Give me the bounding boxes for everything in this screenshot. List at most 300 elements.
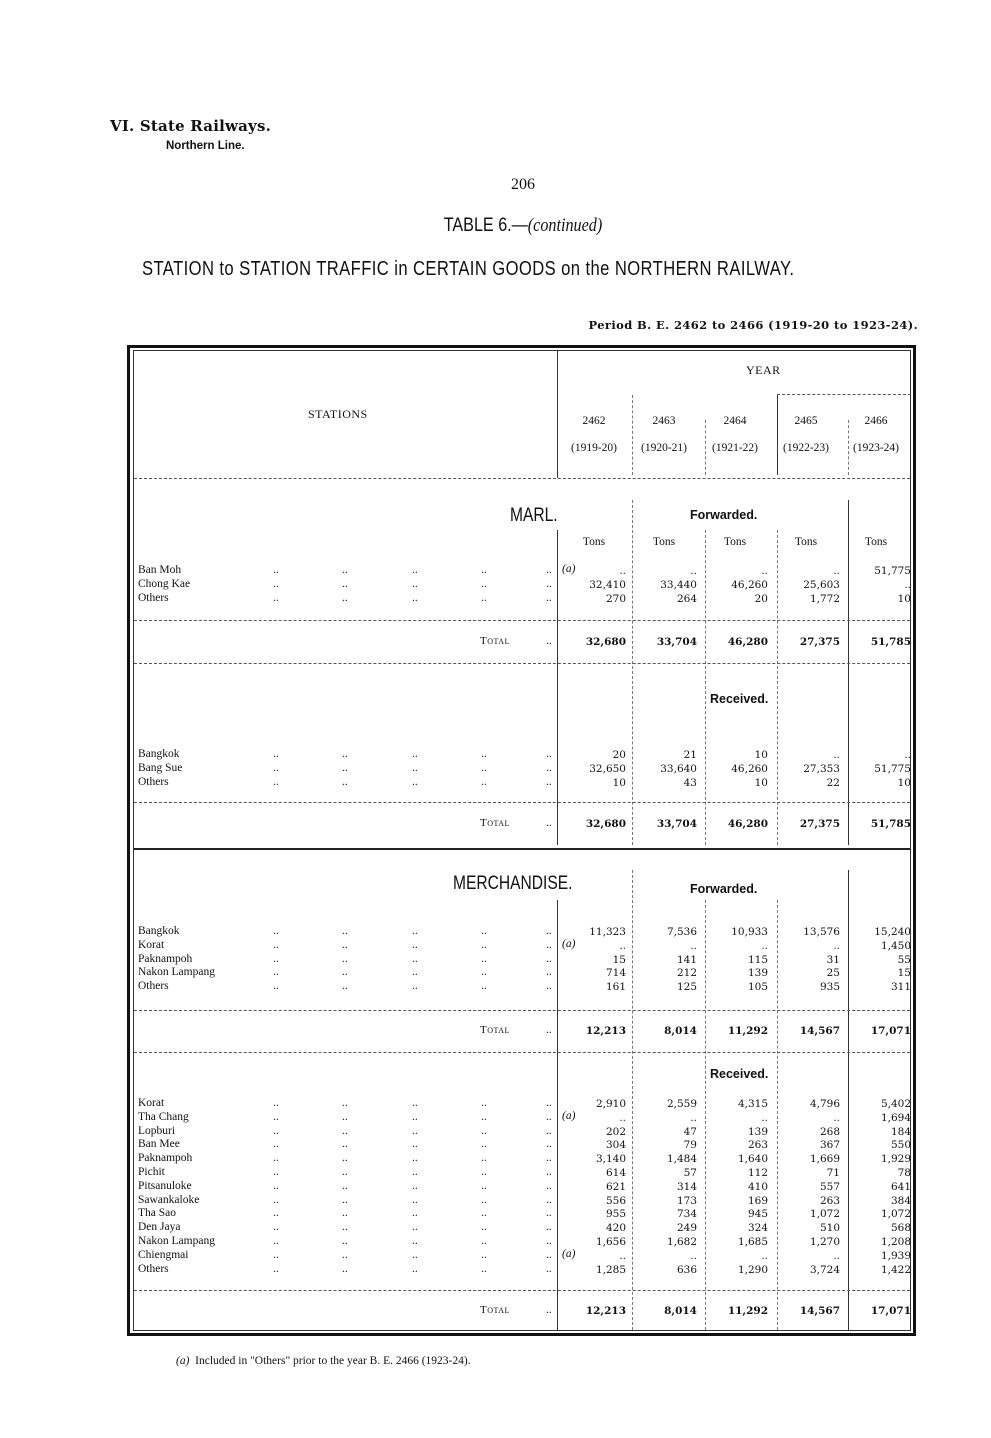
dot-leader: .. xyxy=(273,1138,279,1150)
total-value: 27,375 xyxy=(799,818,840,830)
dot-leader: .. xyxy=(481,953,487,965)
category-title: MARL. xyxy=(510,505,558,526)
dot-leader: .. xyxy=(546,1194,552,1206)
dot-leader: .. xyxy=(546,1207,552,1219)
dot-leader: .. xyxy=(273,1235,279,1247)
cell-value: 1,685 xyxy=(737,1236,768,1248)
year-be-label: 2462 xyxy=(582,415,606,427)
dot-leader: .. xyxy=(273,966,279,978)
cell-value: 7,536 xyxy=(666,926,697,938)
dot-leader: .. xyxy=(481,1152,487,1164)
cell-value: 55 xyxy=(897,954,911,966)
dot-leader: .. xyxy=(342,966,348,978)
total-value: 17,071 xyxy=(870,1305,911,1317)
total-value: 51,785 xyxy=(870,818,911,830)
cell-value: 410 xyxy=(747,1181,768,1193)
station-name: Chong Kae xyxy=(138,578,191,590)
year-divider xyxy=(777,395,778,475)
dot-leader: .. xyxy=(412,776,418,788)
cell-value: 384 xyxy=(890,1195,911,1207)
page-number: 206 xyxy=(511,176,535,193)
total-value: 11,292 xyxy=(727,1305,768,1317)
cell-value: 4,796 xyxy=(809,1098,840,1110)
year-ad-label: (1919-20) xyxy=(571,442,617,454)
station-name: Korat xyxy=(138,1097,165,1109)
dot-leader: .. xyxy=(342,1207,348,1219)
cell-value: 33,640 xyxy=(660,763,697,775)
dot-leader: .. xyxy=(342,1152,348,1164)
cell-value: 945 xyxy=(747,1208,768,1220)
header-rule xyxy=(134,478,910,479)
dot-leader: .. xyxy=(273,1166,279,1178)
cell-value: .. xyxy=(761,1112,768,1124)
section-rule xyxy=(134,663,910,664)
cell-value: 568 xyxy=(890,1222,911,1234)
cell-value: 27,353 xyxy=(803,763,840,775)
footnote xyxy=(176,1355,471,1367)
dot-leader: .. xyxy=(273,564,279,576)
section-rule xyxy=(134,1052,910,1053)
cell-value: .. xyxy=(761,1250,768,1262)
cell-value: 78 xyxy=(897,1167,911,1179)
dot-leader: .. xyxy=(412,1138,418,1150)
dot-leader: .. xyxy=(273,578,279,590)
dot-leader: .. xyxy=(412,980,418,992)
cell-value: 115 xyxy=(747,954,768,966)
cell-value: 184 xyxy=(890,1126,911,1138)
station-name: Chiengmai xyxy=(138,1249,189,1261)
dot-leader: .. xyxy=(546,762,552,774)
column-divider xyxy=(705,530,706,845)
dot-leader: .. xyxy=(342,578,348,590)
subsection-heading: Northern Line. xyxy=(166,140,245,152)
year-subheader-rule xyxy=(777,394,911,395)
dot-leader: .. xyxy=(412,762,418,774)
cell-value: 2,910 xyxy=(595,1098,626,1110)
dot-leader: .. xyxy=(546,564,552,576)
dot-leader: .. xyxy=(342,1180,348,1192)
cell-value: 10 xyxy=(754,749,768,761)
dot-leader: .. xyxy=(273,953,279,965)
dot-leader: .. xyxy=(342,1097,348,1109)
subtotal-rule xyxy=(134,802,910,803)
year-be-label: 2465 xyxy=(794,415,818,427)
cell-value: 1,939 xyxy=(880,1250,911,1262)
cell-value: 955 xyxy=(605,1208,626,1220)
year-be-label: 2466 xyxy=(864,415,888,427)
dot-leader: .. xyxy=(481,776,487,788)
footnote-text: Included in "Others" prior to the year B. E. 2466 (1923-24). xyxy=(195,1355,471,1367)
cell-value: 25 xyxy=(826,967,840,979)
cell-value: 125 xyxy=(676,981,697,993)
cell-value: 112 xyxy=(747,1167,768,1179)
station-name: Others xyxy=(138,592,169,604)
cell-value: 557 xyxy=(819,1181,840,1193)
dot-leader: .. xyxy=(342,1249,348,1261)
cell-value: 510 xyxy=(819,1222,840,1234)
subtotal-rule xyxy=(134,620,910,621)
dot-leader: .. xyxy=(546,1249,552,1261)
cell-value: 367 xyxy=(819,1139,840,1151)
cell-value: .. xyxy=(833,940,840,952)
dot-leader: .. xyxy=(546,1180,552,1192)
cell-value: .. xyxy=(690,565,697,577)
station-name: Others xyxy=(138,776,169,788)
dot-leader: .. xyxy=(546,939,552,951)
cell-value: 1,484 xyxy=(666,1153,697,1165)
dot-leader: .. xyxy=(412,1152,418,1164)
dot-leader: .. xyxy=(273,592,279,604)
station-name: Ban Moh xyxy=(138,564,182,576)
cell-value: 20 xyxy=(754,593,768,605)
cell-value: 1,656 xyxy=(595,1236,626,1248)
cell-value: 46,260 xyxy=(731,579,768,591)
dot-leader: .. xyxy=(412,578,418,590)
cell-value: .. xyxy=(833,1112,840,1124)
cell-value: 1,072 xyxy=(880,1208,911,1220)
total-label: Total xyxy=(480,817,510,829)
cell-value: 1,640 xyxy=(737,1153,768,1165)
dot-leader: .. xyxy=(342,953,348,965)
cell-value: 31 xyxy=(826,954,840,966)
unit-label: Tons xyxy=(723,536,747,548)
cell-value: 314 xyxy=(676,1181,697,1193)
total-label: Total xyxy=(480,1304,510,1316)
cell-value: .. xyxy=(619,1112,626,1124)
cell-value: 212 xyxy=(676,967,697,979)
year-divider xyxy=(848,420,849,475)
dot-leader: .. xyxy=(546,1166,552,1178)
cell-value: 621 xyxy=(605,1181,626,1193)
cell-value: 3,140 xyxy=(595,1153,626,1165)
cell-value: 47 xyxy=(683,1126,697,1138)
dot-leader: .. xyxy=(273,762,279,774)
note-marker: (a) xyxy=(562,1248,576,1260)
dot-leader: .. xyxy=(412,1111,418,1123)
dot-leader: .. xyxy=(546,1263,552,1275)
dot-leader: .. xyxy=(412,1249,418,1261)
cell-value: 268 xyxy=(819,1126,840,1138)
cell-value: 1,285 xyxy=(595,1264,626,1276)
dot-leader: .. xyxy=(546,817,552,829)
dot-leader: .. xyxy=(273,980,279,992)
dot-leader: .. xyxy=(481,578,487,590)
dot-leader: .. xyxy=(412,953,418,965)
cell-value: 139 xyxy=(747,1126,768,1138)
dot-leader: .. xyxy=(546,1235,552,1247)
year-header: YEAR xyxy=(746,363,781,377)
dot-leader: .. xyxy=(412,1194,418,1206)
dot-leader: .. xyxy=(481,748,487,760)
station-name: Tha Chang xyxy=(138,1111,189,1123)
dot-leader: .. xyxy=(273,1152,279,1164)
table-continued: (continued) xyxy=(527,215,603,236)
cell-value: 10 xyxy=(754,777,768,789)
total-value: 32,680 xyxy=(585,636,626,648)
total-label: Total xyxy=(480,1024,510,1036)
dot-leader: .. xyxy=(546,1138,552,1150)
dot-leader: .. xyxy=(481,1249,487,1261)
cell-value: .. xyxy=(761,565,768,577)
cell-value: 43 xyxy=(683,777,697,789)
cell-value: 202 xyxy=(605,1126,626,1138)
column-divider xyxy=(632,500,633,845)
station-name: Korat xyxy=(138,939,165,951)
dot-leader: .. xyxy=(342,592,348,604)
dot-leader: .. xyxy=(273,939,279,951)
station-name: Paknampoh xyxy=(138,953,193,965)
cell-value: .. xyxy=(690,940,697,952)
total-value: 14,567 xyxy=(799,1025,840,1037)
dot-leader: .. xyxy=(342,1221,348,1233)
cell-value: 614 xyxy=(605,1167,626,1179)
dot-leader: .. xyxy=(481,1138,487,1150)
cell-value: 1,270 xyxy=(809,1236,840,1248)
cell-value: .. xyxy=(619,1250,626,1262)
cell-value: 2,559 xyxy=(666,1098,697,1110)
total-value: 8,014 xyxy=(664,1305,697,1317)
unit-label: Tons xyxy=(652,536,676,548)
cell-value: 79 xyxy=(683,1139,697,1151)
dot-leader: .. xyxy=(342,980,348,992)
section-heading: VI. State Railways. xyxy=(110,117,272,135)
dot-leader: .. xyxy=(546,1024,552,1036)
station-name: Sawankaloke xyxy=(138,1194,200,1206)
cell-value: 324 xyxy=(747,1222,768,1234)
dot-leader: .. xyxy=(342,748,348,760)
cell-value: 25,603 xyxy=(803,579,840,591)
cell-value: 161 xyxy=(605,981,626,993)
cell-value: 4,315 xyxy=(737,1098,768,1110)
dot-leader: .. xyxy=(273,1221,279,1233)
cell-value: .. xyxy=(690,1250,697,1262)
dot-leader: .. xyxy=(481,1111,487,1123)
year-be-label: 2464 xyxy=(723,415,747,427)
cell-value: .. xyxy=(619,565,626,577)
forwarded-label: Forwarded. xyxy=(690,508,758,522)
cell-value: 15,240 xyxy=(874,926,911,938)
cell-value: 935 xyxy=(819,981,840,993)
dot-leader: .. xyxy=(546,776,552,788)
dot-leader: .. xyxy=(546,1221,552,1233)
cell-value: 1,772 xyxy=(809,593,840,605)
dot-leader: .. xyxy=(546,966,552,978)
cell-value: 550 xyxy=(890,1139,911,1151)
note-marker: (a) xyxy=(562,563,576,575)
cell-value: 264 xyxy=(676,593,697,605)
dot-leader: .. xyxy=(546,748,552,760)
dot-leader: .. xyxy=(273,748,279,760)
dot-leader: .. xyxy=(273,1194,279,1206)
cell-value: .. xyxy=(761,940,768,952)
dot-leader: .. xyxy=(412,966,418,978)
cell-value: 311 xyxy=(890,981,911,993)
cell-value: 1,694 xyxy=(880,1112,911,1124)
dot-leader: .. xyxy=(273,1263,279,1275)
dot-leader: .. xyxy=(342,1111,348,1123)
total-value: 11,292 xyxy=(727,1025,768,1037)
cell-value: .. xyxy=(833,1250,840,1262)
station-name: Pitsanuloke xyxy=(138,1180,192,1192)
station-name: Bang Sue xyxy=(138,762,183,774)
station-name: Nakon Lampang xyxy=(138,1235,215,1247)
cell-value: 641 xyxy=(890,1181,911,1193)
cell-value: 51,775 xyxy=(874,763,911,775)
cell-value: 10,933 xyxy=(731,926,768,938)
period-caption: Period B. E. 2462 to 2466 (1919-20 to 1923-24). xyxy=(588,318,918,332)
dot-leader: .. xyxy=(342,1166,348,1178)
cell-value: 3,724 xyxy=(809,1264,840,1276)
cell-value: .. xyxy=(619,940,626,952)
dot-leader: .. xyxy=(481,1125,487,1137)
dot-leader: .. xyxy=(412,1180,418,1192)
category-separator xyxy=(134,848,910,850)
column-divider xyxy=(848,500,849,845)
station-name: Tha Sao xyxy=(138,1207,177,1219)
station-name: Others xyxy=(138,980,169,992)
dot-leader: .. xyxy=(273,1180,279,1192)
dot-leader: .. xyxy=(412,1166,418,1178)
dot-leader: .. xyxy=(412,939,418,951)
year-ad-label: (1921-22) xyxy=(712,442,758,454)
cell-value: 57 xyxy=(683,1167,697,1179)
dot-leader: .. xyxy=(481,762,487,774)
year-divider xyxy=(705,420,706,475)
total-value: 12,213 xyxy=(585,1025,626,1037)
cell-value: 13,576 xyxy=(803,926,840,938)
total-value: 8,014 xyxy=(664,1025,697,1037)
cell-value: 1,208 xyxy=(880,1236,911,1248)
table-title: STATION to STATION TRAFFIC in CERTAIN GOODS on the NORTHERN RAILWAY. xyxy=(142,258,795,280)
column-divider xyxy=(557,530,558,845)
dot-leader: .. xyxy=(412,1235,418,1247)
note-marker: (a) xyxy=(562,1110,576,1122)
total-value: 27,375 xyxy=(799,636,840,648)
dot-leader: .. xyxy=(481,1263,487,1275)
dot-leader: .. xyxy=(342,939,348,951)
station-name: Ban Mee xyxy=(138,1138,180,1150)
total-value: 51,785 xyxy=(870,636,911,648)
cell-value: 249 xyxy=(676,1222,697,1234)
dot-leader: .. xyxy=(342,1235,348,1247)
dot-leader: .. xyxy=(481,1180,487,1192)
dot-leader: .. xyxy=(481,1235,487,1247)
dot-leader: .. xyxy=(546,592,552,604)
station-name: Bangkok xyxy=(138,748,180,760)
cell-value: 33,440 xyxy=(660,579,697,591)
received-label: Received. xyxy=(710,692,769,706)
cell-value: 5,402 xyxy=(880,1098,911,1110)
dot-leader: .. xyxy=(273,1125,279,1137)
station-name: Others xyxy=(138,1263,169,1275)
dot-leader: .. xyxy=(546,980,552,992)
dot-leader: .. xyxy=(412,1221,418,1233)
cell-value: 1,422 xyxy=(880,1264,911,1276)
dot-leader: .. xyxy=(412,925,418,937)
dot-leader: .. xyxy=(412,1207,418,1219)
cell-value: 71 xyxy=(826,1167,840,1179)
cell-value: .. xyxy=(690,1112,697,1124)
dot-leader: .. xyxy=(546,1304,552,1316)
note-marker: (a) xyxy=(562,938,576,950)
dot-leader: .. xyxy=(273,1097,279,1109)
cell-value: 173 xyxy=(676,1195,697,1207)
table-number: TABLE 6.— xyxy=(443,215,528,236)
cell-value: 270 xyxy=(605,593,626,605)
unit-label: Tons xyxy=(794,536,818,548)
dot-leader: .. xyxy=(342,776,348,788)
cell-value: 22 xyxy=(826,777,840,789)
cell-value: .. xyxy=(904,579,911,591)
cell-value: 46,260 xyxy=(731,763,768,775)
dot-leader: .. xyxy=(481,925,487,937)
year-ad-label: (1922-23) xyxy=(783,442,829,454)
total-value: 46,280 xyxy=(727,818,768,830)
cell-value: 1,682 xyxy=(666,1236,697,1248)
cell-value: 15 xyxy=(897,967,911,979)
station-name: Nakon Lampang xyxy=(138,966,215,978)
dot-leader: .. xyxy=(481,592,487,604)
dot-leader: .. xyxy=(273,925,279,937)
stations-header: STATIONS xyxy=(308,407,368,421)
dot-leader: .. xyxy=(481,564,487,576)
cell-value: 105 xyxy=(747,981,768,993)
dot-leader: .. xyxy=(481,1207,487,1219)
cell-value: 1,290 xyxy=(737,1264,768,1276)
cell-value: 1,929 xyxy=(880,1153,911,1165)
dot-leader: .. xyxy=(412,1125,418,1137)
dot-leader: .. xyxy=(481,1194,487,1206)
dot-leader: .. xyxy=(412,748,418,760)
category-title: MERCHANDISE. xyxy=(453,873,573,894)
received-label: Received. xyxy=(710,1067,769,1081)
table-label xyxy=(78,215,967,237)
unit-label: Tons xyxy=(864,536,888,548)
subtotal-rule xyxy=(134,1290,910,1291)
dot-leader: .. xyxy=(546,1125,552,1137)
subtotal-rule xyxy=(134,1010,910,1011)
dot-leader: .. xyxy=(342,564,348,576)
dot-leader: .. xyxy=(412,1097,418,1109)
dot-leader: .. xyxy=(546,1097,552,1109)
cell-value: 1,450 xyxy=(880,940,911,952)
cell-value: 304 xyxy=(605,1139,626,1151)
dot-leader: .. xyxy=(273,1111,279,1123)
cell-value: 1,072 xyxy=(809,1208,840,1220)
dot-leader: .. xyxy=(546,635,552,647)
dot-leader: .. xyxy=(546,578,552,590)
dot-leader: .. xyxy=(412,1263,418,1275)
cell-value: 32,650 xyxy=(589,763,626,775)
cell-value: 263 xyxy=(747,1139,768,1151)
dot-leader: .. xyxy=(273,1249,279,1261)
year-ad-label: (1920-21) xyxy=(641,442,687,454)
station-name: Bangkok xyxy=(138,925,180,937)
column-divider xyxy=(777,530,778,845)
cell-value: .. xyxy=(833,749,840,761)
dot-leader: .. xyxy=(273,1207,279,1219)
cell-value: 10 xyxy=(897,777,911,789)
cell-value: 636 xyxy=(676,1264,697,1276)
dot-leader: .. xyxy=(481,980,487,992)
dot-leader: .. xyxy=(273,776,279,788)
cell-value: 32,410 xyxy=(589,579,626,591)
cell-value: 10 xyxy=(612,777,626,789)
station-name: Den Jaya xyxy=(138,1221,181,1233)
total-value: 14,567 xyxy=(799,1305,840,1317)
station-name: Paknampoh xyxy=(138,1152,193,1164)
dot-leader: .. xyxy=(481,1166,487,1178)
